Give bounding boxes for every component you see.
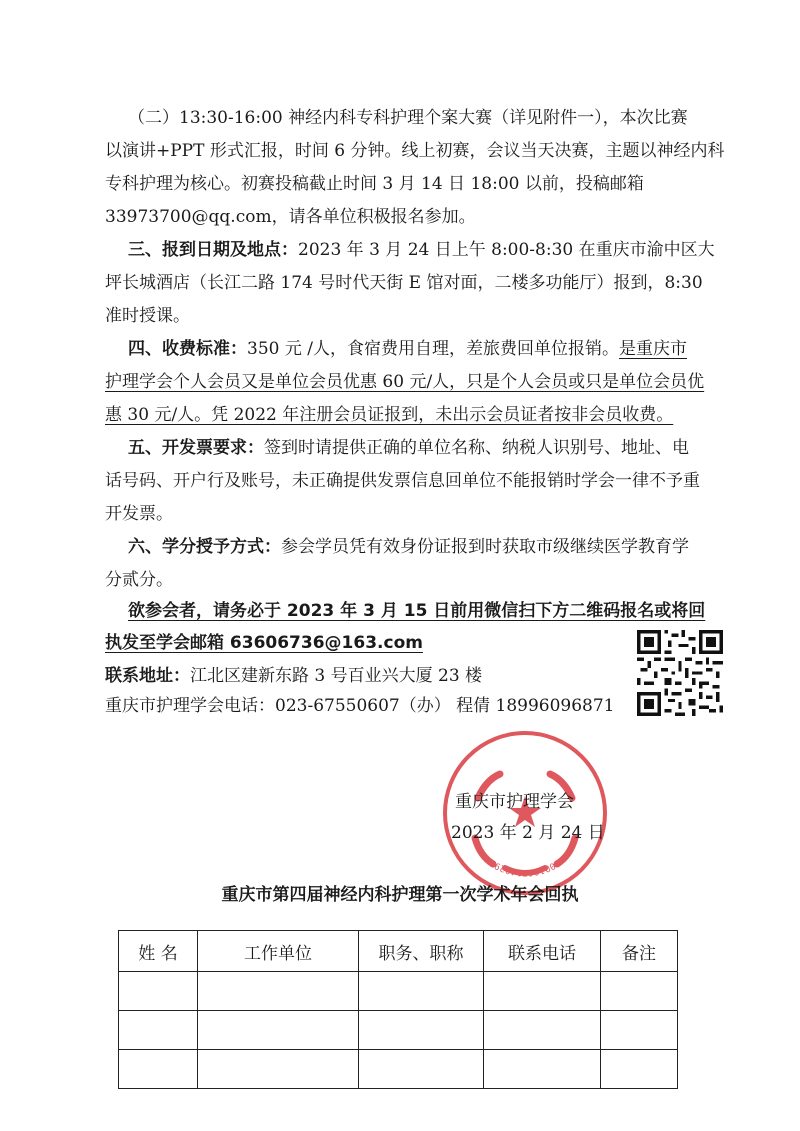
p3-line-3: 惠 30 元/人。凭 2022 年注册会员证报到，未出示会员证者按非会员收费。 xyxy=(105,405,674,425)
p4-text-1: 签到时请提供正确的单位名称、纳税人识别号、地址、电 xyxy=(264,438,689,458)
p3-line-1 xyxy=(128,338,687,360)
seal-number: 5001067140296 xyxy=(488,856,562,877)
contact-address-text: 江北区建新东路 3 号百业兴大厦 23 楼 xyxy=(190,666,483,686)
cell-name[interactable] xyxy=(119,1050,198,1089)
p3-line-2: 护理学会个人会员又是单位会员优惠 60 元/人，只是个人会员或只是单位会员优 xyxy=(105,372,705,392)
cell-workplace[interactable] xyxy=(198,972,359,1011)
p2-line-2: 坪长城酒店（长江二路 174 号时代天街 E 馆对面，二楼多功能厅）报到，8:30 xyxy=(105,273,703,293)
cell-phone[interactable] xyxy=(484,1050,601,1089)
p3-heading: 四、收费标准： xyxy=(128,339,247,359)
notice-line-1: 欲参会者，请务必于 2023 年 3 月 15 日前用微信扫下方二维码报名或将回 xyxy=(128,601,706,621)
cell-title[interactable] xyxy=(359,1050,484,1089)
cell-workplace[interactable] xyxy=(198,1050,359,1089)
qr-code[interactable] xyxy=(637,630,723,716)
cell-workplace[interactable] xyxy=(198,1011,359,1050)
cell-name[interactable] xyxy=(119,1011,198,1050)
contact-phone: 重庆市护理学会电话：023-67550607（办） 程倩 18996096871 xyxy=(105,696,615,716)
cell-title[interactable] xyxy=(359,1011,484,1050)
table-row xyxy=(119,1050,678,1089)
p4-heading: 五、开发票要求： xyxy=(128,438,264,458)
p1-line-1: （二）13:30-16:00 神经内科专科护理个案大赛（详见附件一），本次比赛 xyxy=(128,108,688,128)
p1-line-3: 专科护理为核心。初赛投稿截止时间 3 月 14 日 18:00 以前，投稿邮箱 xyxy=(105,174,644,194)
header-name: 姓 名 xyxy=(119,931,198,972)
header-workplace: 工作单位 xyxy=(198,931,359,972)
receipt-header-row xyxy=(119,931,678,972)
p2-line-1 xyxy=(128,239,715,261)
contact-address xyxy=(105,665,482,687)
cell-remarks[interactable] xyxy=(601,972,678,1011)
cell-phone[interactable] xyxy=(484,972,601,1011)
contact-address-label: 联系地址： xyxy=(105,666,190,686)
p5-line-2: 分贰分。 xyxy=(105,570,173,590)
header-remarks: 备注 xyxy=(601,931,678,972)
receipt-table xyxy=(118,930,678,1089)
p1-line-4: 33973700@qq.com，请各单位积极报名参加。 xyxy=(105,207,476,227)
p1-line-2: 以演讲+PPT 形式汇报，时间 6 分钟。线上初赛，会议当天决赛，主题以神经内科 xyxy=(105,141,725,161)
p3-text-plain: 350 元 /人，食宿费用自理，差旅费回单位报销。 xyxy=(247,339,619,359)
official-seal xyxy=(440,728,610,898)
p3-text-underlined: 是重庆市 xyxy=(618,339,687,359)
cell-remarks[interactable] xyxy=(601,1011,678,1050)
signature-org: 重庆市护理学会 xyxy=(455,792,574,812)
header-title: 职务、职称 xyxy=(359,931,484,972)
table-row xyxy=(119,972,678,1011)
receipt-title: 重庆市第四届神经内科护理第一次学术年会回执 xyxy=(221,885,579,905)
cell-phone[interactable] xyxy=(484,1011,601,1050)
p5-heading: 六、学分授予方式： xyxy=(128,537,281,557)
p5-text-1: 参会学员凭有效身份证报到时获取市级继续医学教育学 xyxy=(281,537,689,557)
cell-title[interactable] xyxy=(359,972,484,1011)
signature-date: 2023 年 2 月 24 日 xyxy=(451,823,605,843)
cell-remarks[interactable] xyxy=(601,1050,678,1089)
notice-line-2: 执发至学会邮箱 63606736@163.com xyxy=(105,633,423,653)
p4-line-1 xyxy=(128,437,689,459)
header-phone: 联系电话 xyxy=(484,931,601,972)
p4-line-2: 话号码、开户行及账号，未正确提供发票信息回单位不能报销时学会一律不予重 xyxy=(105,471,700,491)
p2-text-1: 2023 年 3 月 24 日上午 8:00-8:30 在重庆市渝中区大 xyxy=(298,240,715,260)
p4-line-3: 开发票。 xyxy=(105,504,173,524)
cell-name[interactable] xyxy=(119,972,198,1011)
p5-line-1 xyxy=(128,536,689,558)
p2-heading: 三、报到日期及地点： xyxy=(128,240,298,260)
table-row xyxy=(119,1011,678,1050)
p2-line-3: 准时授课。 xyxy=(105,306,190,326)
